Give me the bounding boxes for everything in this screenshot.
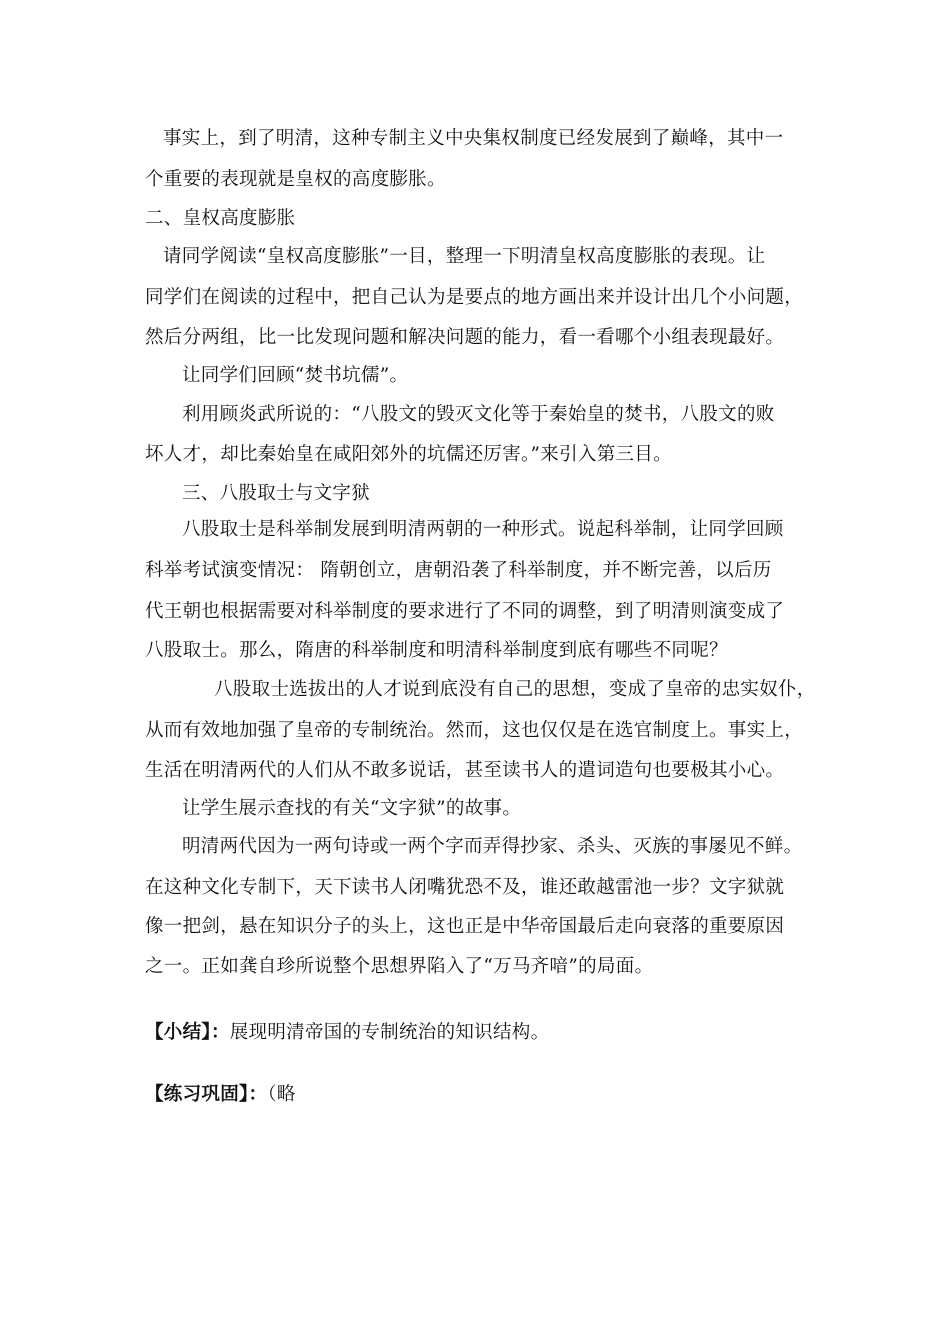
paragraph-line: 同学们在阅读的过程中，把自己认为是要点的地方画出来并设计出几个小问题， bbox=[145, 287, 804, 308]
paragraph-line: 在这种文化专制下，天下读书人闭嘴犹恐不及，谁还敢越雷池一步？文字狱就 bbox=[145, 877, 785, 898]
exercise-line bbox=[145, 1083, 296, 1107]
paragraph-line: 科举考试演变情况： 隋朝创立，唐朝沿袭了科举制度，并不断完善，以后历 bbox=[145, 560, 772, 581]
paragraph-line: 八股取士是科举制发展到明清两朝的一种形式。说起科举制，让同学回顾 bbox=[182, 519, 784, 540]
paragraph-line: 八股取士。那么，隋唐的科举制度和明清科举制度到底有哪些不同呢？ bbox=[145, 640, 728, 661]
paragraph-line: 让同学们回顾“焚书坑儒”。 bbox=[182, 365, 409, 386]
paragraph-line: 利用顾炎武所说的：“八股文的毁灭文化等于秦始皇的焚书，八股文的败 bbox=[182, 404, 775, 425]
section-heading: 三、八股取士与文字狱 bbox=[182, 483, 371, 504]
paragraph-line: 然后分两组，比一比发现问题和解决问题的能力，看一看哪个小组表现最好。 bbox=[145, 327, 785, 348]
paragraph-line: 八股取士选拔出的人才说到底没有自己的思想，变成了皇帝的忠实奴仆， bbox=[214, 679, 816, 700]
summary-label: 【小结】： bbox=[145, 1022, 230, 1043]
paragraph-line: 明清两代因为一两句诗或一两个字而弄得抄家、杀头、灭族的事屡见不鲜。 bbox=[182, 836, 803, 857]
paragraph-line: 从而有效地加强了皇帝的专制统治。然而，这也仅仅是在选官制度上。事实上， bbox=[145, 720, 804, 741]
paragraph-line: 之一。正如龚自珍所说整个思想界陷入了“万马齐喑”的局面。 bbox=[145, 956, 654, 977]
paragraph-line: 生活在明清两代的人们从不敢多说话，甚至读书人的遣词造句也要极其小心。 bbox=[145, 760, 785, 781]
paragraph-line: 让学生展示查找的有关“文字狱”的故事。 bbox=[182, 798, 522, 819]
exercise-label: 【练习巩固】： bbox=[145, 1084, 268, 1105]
paragraph-line: 像一把剑，悬在知识分子的头上，这也正是中华帝国最后走向衰落的重要原因 bbox=[145, 916, 785, 937]
summary-text: 展现明清帝国的专制统治的知识结构。 bbox=[229, 1022, 550, 1043]
paragraph-line: 坏人才，却比秦始皇在咸阳郊外的坑儒还厉害。”来引入第三目。 bbox=[145, 444, 672, 465]
paragraph-line: 事实上，到了明清，这种专制主义中央集权制度已经发展到了巅峰，其中一 bbox=[163, 128, 784, 149]
paragraph-line: 请同学阅读“皇权高度膨胀”一目，整理一下明清皇权高度膨胀的表现。让 bbox=[163, 246, 766, 267]
paragraph-line: 代王朝也根据需要对科举制度的要求进行了不同的调整，到了明清则演变成了 bbox=[145, 601, 785, 622]
section-heading: 二、皇权高度膨胀 bbox=[145, 208, 296, 229]
exercise-text: （略 bbox=[267, 1084, 296, 1105]
summary-line bbox=[145, 1021, 549, 1045]
paragraph-line: 个重要的表现就是皇权的高度膨胀。 bbox=[145, 169, 446, 190]
